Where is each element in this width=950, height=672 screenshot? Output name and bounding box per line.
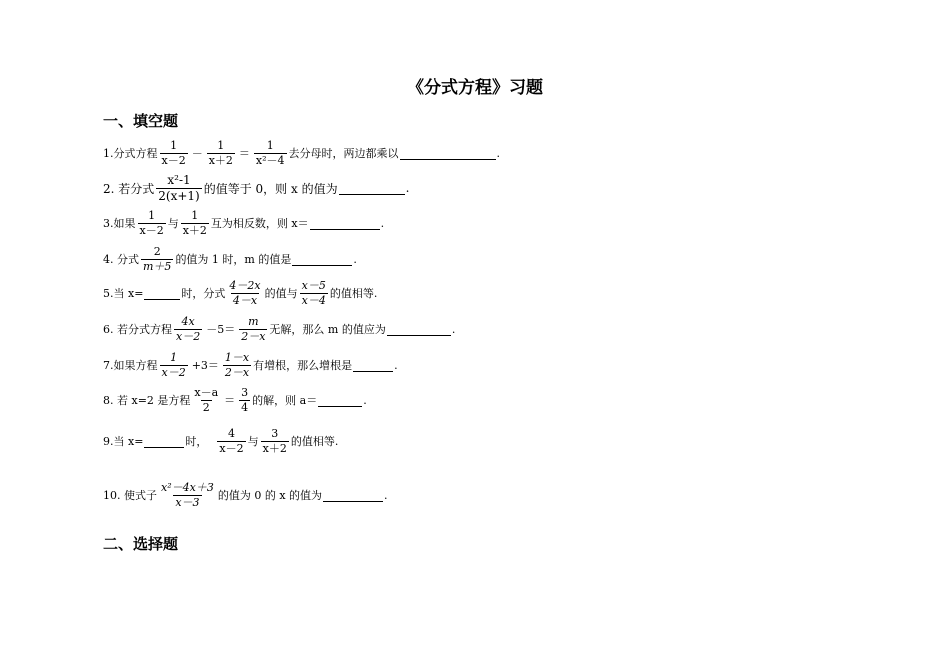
- question-text: 的值为 1 时，m 的值是: [175, 253, 292, 267]
- denominator: x－2: [219, 441, 244, 455]
- denominator: 2: [202, 400, 210, 414]
- question-end: .: [451, 322, 456, 336]
- denominator: x－4: [301, 293, 326, 307]
- denominator: x＋2: [262, 441, 287, 455]
- question-text: 的值与: [264, 287, 298, 301]
- answer-blank[interactable]: [387, 323, 451, 336]
- question-text: 互为相反数，则 x＝: [210, 217, 309, 231]
- question-end: .: [353, 252, 357, 266]
- fraction: [159, 482, 216, 508]
- question-end: .: [405, 181, 410, 196]
- answer-blank[interactable]: [339, 182, 405, 195]
- denominator: m＋5: [143, 259, 172, 273]
- section-heading-fill-in: 一、填空题: [103, 112, 179, 130]
- answer-blank[interactable]: [323, 489, 383, 502]
- answer-blank[interactable]: [318, 394, 362, 407]
- question-text: 1.分式方程: [103, 147, 158, 161]
- operator: －5＝: [206, 323, 236, 337]
- denominator: 4－x: [232, 293, 258, 307]
- question-text: 的值等于 0，则 x 的值为: [203, 181, 338, 196]
- fraction: [227, 280, 262, 306]
- denominator: x＋2: [208, 153, 233, 167]
- operator: ＝: [224, 394, 236, 408]
- answer-blank[interactable]: [292, 253, 352, 266]
- question-4: [103, 246, 357, 272]
- numerator: 3: [271, 427, 279, 440]
- question-end: .: [384, 488, 388, 502]
- question-5: [103, 280, 377, 306]
- question-text: 8. 若 x=2 是方程: [103, 394, 191, 408]
- numerator: x²-1: [167, 173, 191, 187]
- fraction: [138, 210, 166, 236]
- numerator: 1: [148, 209, 156, 222]
- numerator: 1: [170, 139, 178, 152]
- fraction: [223, 352, 251, 378]
- numerator: m: [248, 315, 259, 328]
- fraction: [254, 140, 287, 166]
- fraction: [239, 316, 267, 342]
- denominator: x－2: [161, 365, 186, 379]
- numerator: 1: [191, 209, 199, 222]
- fraction: [174, 316, 202, 342]
- denominator: x－2: [176, 329, 201, 343]
- fraction: [300, 280, 328, 306]
- question-3: [103, 210, 384, 236]
- numerator: 2: [153, 245, 161, 258]
- question-text: 10. 使式子: [103, 489, 157, 503]
- denominator: x－2: [161, 153, 186, 167]
- page-title: 《分式方程》习题: [407, 78, 543, 98]
- question-text: 的解，则 a＝: [252, 394, 318, 408]
- question-text: 时，分式: [181, 287, 226, 301]
- question-text: 6. 若分式方程: [103, 323, 172, 337]
- numerator: x²－4x＋3: [161, 481, 214, 494]
- question-end: .: [496, 146, 501, 160]
- answer-blank[interactable]: [144, 435, 184, 448]
- operator: －: [191, 147, 203, 161]
- question-text: 有增根，那么增根是: [253, 359, 353, 373]
- fraction: [160, 352, 188, 378]
- numerator: 1: [170, 351, 178, 364]
- fraction: [192, 387, 220, 413]
- question-1: [103, 140, 500, 166]
- answer-blank[interactable]: [400, 147, 496, 160]
- question-end: .: [380, 216, 385, 230]
- question-text: 去分母时，两边都乘以: [288, 147, 399, 161]
- denominator: 2(x+1): [158, 188, 200, 203]
- question-text: 的值相等.: [329, 287, 378, 301]
- numerator: 3: [241, 386, 249, 399]
- fraction: [239, 387, 250, 413]
- question-text: 2. 若分式: [103, 181, 155, 196]
- fraction: [261, 428, 289, 454]
- question-text: 9.当 x=: [103, 435, 144, 449]
- numerator: 1: [266, 139, 274, 152]
- question-text: 的值为 0 的 x 的值为: [217, 489, 323, 503]
- question-text: 的值相等.: [290, 435, 339, 449]
- fraction: [160, 140, 188, 166]
- question-text: 3.如果: [103, 217, 136, 231]
- denominator: x－2: [139, 223, 164, 237]
- answer-blank[interactable]: [144, 287, 180, 300]
- fraction: [217, 428, 245, 454]
- denominator: x＋2: [182, 223, 207, 237]
- numerator: 1: [217, 139, 225, 152]
- numerator: 4: [228, 427, 236, 440]
- numerator: x－5: [301, 279, 326, 292]
- question-text: 与: [247, 435, 259, 449]
- question-text: 4. 分式: [103, 253, 139, 267]
- question-text: 时，: [185, 435, 208, 449]
- fraction: [156, 174, 201, 202]
- question-end: .: [363, 393, 367, 407]
- denominator: x－3: [175, 495, 200, 509]
- question-7: [103, 352, 398, 378]
- denominator: 2－x: [224, 365, 250, 379]
- denominator: x²－4: [255, 153, 285, 167]
- question-end: .: [394, 358, 398, 372]
- question-text: 7.如果方程: [103, 359, 158, 373]
- question-9: [103, 428, 338, 454]
- numerator: 1－x: [224, 351, 250, 364]
- question-text: 与: [167, 217, 179, 231]
- operator: ＝: [238, 147, 250, 161]
- answer-blank[interactable]: [353, 359, 393, 372]
- numerator: 4x: [181, 315, 195, 328]
- fraction: [181, 210, 209, 236]
- denominator: 2－x: [241, 329, 266, 343]
- fraction: [141, 246, 173, 272]
- operator: +3＝: [191, 359, 219, 373]
- question-8: [103, 387, 367, 413]
- numerator: x－a: [194, 386, 219, 399]
- question-text: 无解，那么 m 的值应为: [269, 323, 386, 337]
- fraction: [207, 140, 235, 166]
- denominator: 4: [241, 400, 249, 414]
- question-2: [103, 174, 409, 202]
- question-6: [103, 316, 455, 342]
- answer-blank[interactable]: [310, 217, 380, 230]
- section-heading-multiple-choice: 二、选择题: [103, 535, 179, 553]
- question-10: [103, 482, 388, 508]
- numerator: 4－2x: [229, 279, 261, 292]
- question-text: 5.当 x=: [103, 287, 144, 301]
